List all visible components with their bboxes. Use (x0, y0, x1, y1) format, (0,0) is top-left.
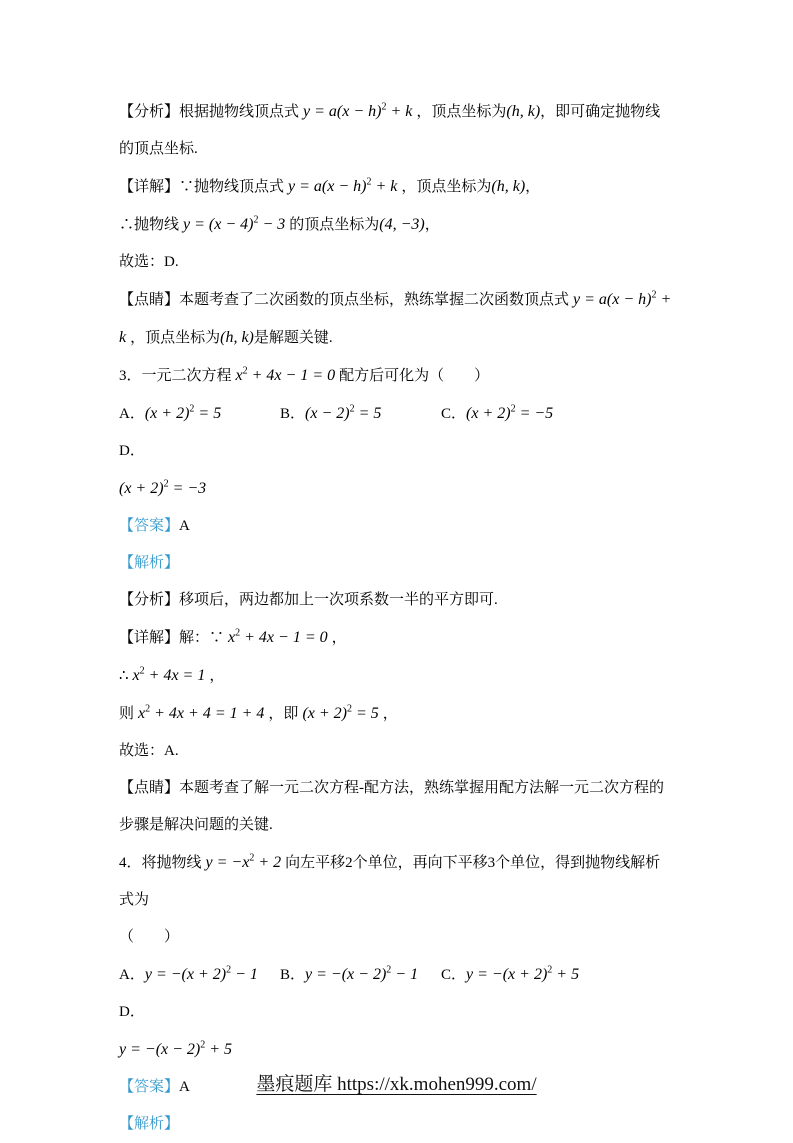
q3-detail-line-1 (119, 619, 675, 657)
text-run: （ ） (119, 929, 180, 945)
text-run: B． (280, 406, 306, 422)
text-run: 则 (119, 706, 135, 722)
text-run: 【点睛】本题考查了解一元二次方程-配方法，熟练掌握用配方法解一元二次方程的步骤是解决问题的关键. (119, 780, 664, 833)
text-run: ， (424, 217, 440, 233)
option-D (119, 994, 280, 1031)
text-run: 【详解】∵抛物线顶点式 (119, 179, 285, 195)
text-run: ，顶点坐标为 (130, 330, 221, 346)
math-expression: $(x + 2)^2 = 5$ (144, 403, 222, 422)
text-run: ， (209, 668, 225, 684)
text-run: ∴ (119, 668, 129, 684)
math-expression: $(x + 2)^2 = -3$ (119, 478, 207, 497)
text-run: A． (119, 406, 145, 422)
math-expression: $x^2 + 4x = 1$ (128, 665, 210, 684)
text-run: A． (119, 967, 145, 983)
math-expression: $y = -(x - 2)^2 - 1$ (305, 964, 419, 983)
option-B (280, 395, 441, 433)
math-expression: $y = a(x - h)^2 + k$ (284, 176, 402, 195)
math-expression: $x^2 + 4x + 4 = 1 + 4$ (134, 703, 269, 722)
text-run: 【分析】移项后，两边都加上一次项系数一半的平方即可. (119, 592, 498, 608)
option-A (119, 956, 280, 994)
page-footer (0, 1069, 793, 1096)
text-run: A (179, 1079, 190, 1095)
q3-comment (119, 770, 675, 844)
text-run: ， (331, 630, 347, 646)
math-expression: (h, k) (220, 329, 254, 346)
q4-jiexi-label (119, 1106, 675, 1143)
q2-detail-line-1 (119, 168, 675, 206)
text-run: ∴抛物线 (119, 217, 180, 233)
text-run: 【点睛】本题考查了二次函数的顶点坐标，熟练掌握二次函数顶点式 (119, 292, 570, 308)
q2-choice (119, 244, 675, 281)
q4-stem-parens (119, 919, 675, 956)
math-expression: $(x - 2)^2 = 5$ (305, 403, 382, 422)
math-expression: $(x + 2)^2 = 5$ (298, 703, 383, 722)
math-expression: $y = -(x + 2)^2 + 5$ (466, 964, 580, 983)
q3-answer (119, 508, 675, 545)
math-expression: $y = a(x - h)^2 + k$ (119, 289, 676, 346)
text-run: 的顶点坐标为 (289, 217, 380, 233)
text-run: 4．将抛物线 (119, 855, 202, 871)
text-run: 【答案】 (119, 518, 180, 534)
math-expression: $y = -(x - 2)^2 + 5$ (119, 1039, 233, 1058)
option-D (119, 433, 280, 470)
q4-stem (119, 844, 675, 919)
math-expression: $y = -(x + 2)^2 - 1$ (144, 964, 258, 983)
text-run: 故选：A. (119, 743, 179, 759)
text-run: ， (525, 179, 541, 195)
math-expression: $y = -x^2 + 2$ (201, 852, 286, 871)
text-run: C． (441, 967, 467, 983)
option-A (119, 395, 280, 433)
q3-jiexi-label (119, 545, 675, 582)
text-run: ，顶点坐标为 (416, 104, 507, 120)
text-run: ，即 (268, 706, 299, 722)
text-run: 向左平移2个单位，再向下平移3个单位，得到抛物线解析式为 (119, 855, 661, 908)
text-run: 【详解】解：∵ (119, 630, 225, 646)
math-expression: $y = a(x - h)^2 + k$ (299, 101, 417, 120)
text-run: 故选：D. (119, 254, 179, 270)
text-run: 【解析】 (119, 555, 180, 571)
text-run: 配方后可化为（ ） (339, 368, 490, 384)
math-expression: (4, −3) (379, 216, 425, 233)
math-expression: $(x + 2)^2 = -5$ (466, 403, 554, 422)
text-run: 【分析】根据抛物线顶点式 (119, 104, 300, 120)
text-run: C． (441, 406, 467, 422)
option-B (280, 956, 441, 994)
text-run: B． (280, 967, 306, 983)
q2-comment (119, 281, 675, 357)
q3-analysis (119, 582, 675, 619)
footer-site-text: 墨痕题库 https://xk.mohen999.com/ (256, 1074, 537, 1095)
q4-option-d-formula (119, 1031, 675, 1069)
q3-options (119, 395, 675, 470)
document-body (119, 93, 675, 1143)
math-expression: (h, k) (491, 178, 526, 195)
math-expression: $x^2 + 4x - 1 = 0$ (231, 365, 340, 384)
q3-detail-line-2 (119, 657, 675, 695)
text-run: 是解题关键. (253, 330, 333, 346)
text-run: D． (119, 443, 145, 459)
math-expression: $y = (x - 4)^2 - 3$ (179, 214, 290, 233)
text-run: ，顶点坐标为 (401, 179, 492, 195)
text-run: ，即可确定抛物线的顶点坐标. (119, 104, 661, 157)
q3-detail-line-3 (119, 695, 675, 733)
q3-choice (119, 733, 675, 770)
option-C (441, 395, 602, 433)
q3-stem (119, 357, 675, 395)
text-run: D． (119, 1004, 145, 1020)
math-expression: (h, k) (506, 103, 541, 120)
q2-detail-line-2 (119, 206, 675, 244)
math-expression: $x^2 + 4x - 1 = 0$ (224, 627, 332, 646)
text-run: A (179, 518, 190, 534)
text-run: ， (382, 706, 398, 722)
q2-analysis (119, 93, 675, 168)
text-run: 【答案】 (119, 1079, 180, 1095)
q4-options (119, 956, 675, 1031)
q3-option-d-formula (119, 470, 675, 508)
text-run: 【解析】 (119, 1116, 180, 1132)
text-run: 3．一元二次方程 (119, 368, 232, 384)
option-C (441, 956, 602, 994)
